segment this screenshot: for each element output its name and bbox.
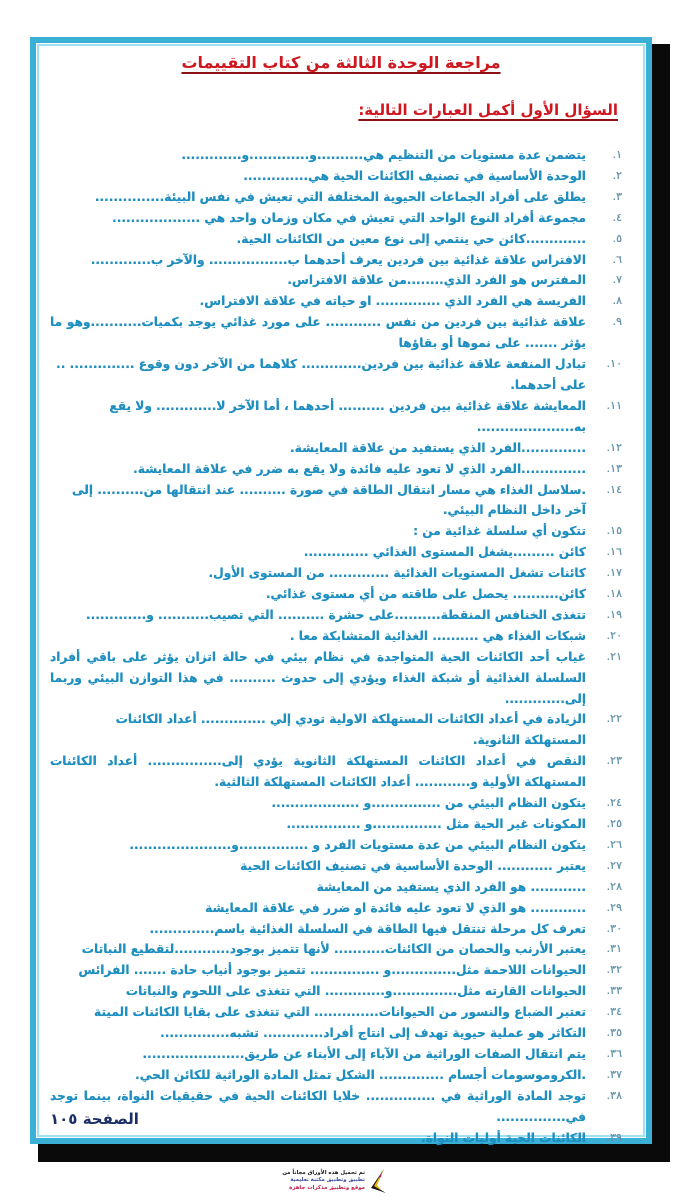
item-text: تتكون أي سلسلة غذائية من : — [413, 524, 586, 539]
item-number: ٤. — [612, 210, 622, 224]
logo-icon — [368, 1168, 388, 1194]
item-number: ٢٩. — [606, 900, 622, 914]
question-item — [50, 396, 622, 438]
logo-text — [282, 1170, 365, 1193]
question-item — [50, 166, 622, 187]
question-item — [50, 898, 622, 919]
item-text: المكونات غير الحية مثل ...............و ................ — [286, 817, 586, 831]
item-text: علاقة غذائية بين فردين من نفس ............ على مورد غذائي يوجد بكميات...........وهو ما يؤثر ....... على نموها أو بقاؤها — [50, 315, 586, 351]
item-number: ٩. — [612, 315, 622, 329]
item-number: ٣٤. — [606, 1005, 622, 1019]
question-item — [50, 814, 622, 835]
question-item — [50, 981, 622, 1002]
item-text: .............كائن حي ينتمي إلى نوع معين من الكائنات الحية. — [236, 231, 586, 246]
item-text: .سلاسل الغذاء هي مسار انتقال الطاقة في صورة .......... عند انتقالها من.......... إلى آخر داخل النظام البيئي. — [71, 482, 586, 518]
item-text: شبكات الغذاء هي .......... الغذائية المتشابكة معا . — [289, 628, 586, 643]
item-text: الكائنات الحية أوليات النواة. — [421, 1130, 586, 1145]
question-item — [50, 960, 622, 981]
item-number: ٧. — [612, 273, 622, 287]
item-text: مجموعة أفراد النوع الواحد التي تعيش في مكان وزمان واحد هي ................... — [112, 210, 586, 225]
publisher-logo — [282, 1166, 388, 1196]
question-item — [50, 877, 622, 898]
item-text: المفترس هو الفرد الذي........من علاقة الافتراس. — [287, 273, 586, 288]
logo-line: تطبيق وتطبيق مكتبة تعليمية — [290, 1177, 365, 1184]
question-item — [50, 1065, 622, 1086]
question-item — [50, 354, 622, 396]
question-item — [50, 605, 622, 626]
question-item — [50, 939, 622, 960]
item-text: كائن .........يشغل المستوى الغذائي .............. — [303, 545, 586, 560]
item-number: ٣٥. — [606, 1026, 622, 1040]
logo-line: تم تحميل هذه الأوراق مجاناً من — [282, 1169, 365, 1176]
item-number: ٢٣. — [606, 754, 622, 768]
item-number: ٣٧. — [606, 1067, 622, 1081]
question-item — [50, 521, 622, 542]
item-text: ............ هو الفرد الذي يستفيد من المعايشة — [316, 879, 586, 894]
item-number: ١٠. — [606, 357, 622, 371]
question-item — [50, 584, 622, 605]
page-content — [34, 41, 648, 1145]
item-number: ٦. — [612, 252, 622, 266]
item-number: ٣٠. — [606, 921, 622, 935]
item-number: ٣٦. — [606, 1046, 622, 1060]
item-number: ١٩. — [606, 607, 622, 621]
question-item — [50, 270, 622, 291]
item-number: ٢٧. — [606, 858, 622, 872]
item-text: التكاثر هو عملية حيوية تهدف إلى انتاج أفراد............. تشبه............... — [160, 1026, 586, 1041]
item-number: ٣٩. — [606, 1130, 622, 1144]
item-text: يطلق على أفراد الجماعات الحيوية المختلفة التي تعيش في نفس البيئة............... — [94, 189, 586, 204]
item-number: ٢٥. — [606, 817, 622, 830]
item-text: ............ هو الذي لا تعود عليه فائدة او ضرر في علاقة المعايشة — [205, 900, 586, 915]
question-item — [50, 229, 622, 250]
question-item — [50, 1128, 622, 1149]
item-text: تعتبر الضباع والنسور من الحيوانات.............. التي تتغذى على بقايا الكائنات الميتة — [94, 1005, 586, 1020]
item-text: يتم انتقال الصفات الوراثية من الآباء إلى الأبناء عن طريق...................... — [142, 1046, 586, 1061]
item-number: ٣. — [612, 189, 622, 203]
item-number: ٢٨. — [606, 879, 622, 893]
question-item — [50, 250, 622, 271]
item-number: ١٥. — [606, 524, 622, 538]
item-number: ٢٦. — [606, 837, 622, 851]
item-number: ٣٢. — [606, 963, 622, 977]
item-text: يعتبر ............ الوحدة الأساسية في تصنيف الكائنات الحية — [240, 858, 586, 873]
item-text: كائن.......... يحصل على طاقته من أي مستوى غذائي. — [265, 587, 586, 602]
question-heading: السؤال الأول أكمل العبارات التالية: — [358, 101, 618, 119]
item-text: المعايشة علاقة غذائية بين فردين .......... أحدهما ، أما الآخر لا............. ولا يقع به..................... — [109, 398, 586, 434]
question-item — [50, 1002, 622, 1023]
item-text: الوحدة الأساسية في تصنيف الكائنات الحية هي.............. — [243, 168, 586, 183]
question-item — [50, 709, 622, 751]
item-text: تبادل المنفعة علاقة غذائية بين فردين............. كلاهما من الآخر دون وقوع .............. .. على أحدهما. — [56, 357, 586, 392]
question-item — [50, 751, 622, 793]
question-list — [50, 145, 622, 1149]
question-item — [50, 856, 622, 877]
item-text: الزيادة في أعداد الكائنات المستهلكة الاولية تودي إلي .............. أعداد الكائنات المستهلكة الثانوية. — [115, 712, 586, 748]
item-text: غياب أحد الكائنات الحية المتواجدة في نظام بيئي في حالة اتزان يؤثر على باقي أفراد السلسلة الغذائية أو شبكة الغذاء ويؤدي إلى حدوث .......... في هذا التوازن البيئي وربما إلى............. — [50, 649, 586, 706]
question-item — [50, 626, 622, 647]
item-number: ٢. — [612, 168, 622, 182]
question-item — [50, 1044, 622, 1065]
item-text: الافتراس علاقة غذائية بين فردين يعرف أحدهما ب................. والآخر ب............. — [90, 252, 586, 267]
item-number: ١٨. — [606, 587, 622, 601]
question-item — [50, 480, 622, 522]
item-number: ١. — [612, 148, 622, 161]
item-number: ١٤. — [606, 482, 622, 496]
item-text: الحيوانات القارته مثل..............و............. التي تتغذى على اللحوم والنباتات — [125, 984, 586, 999]
question-item — [50, 793, 622, 814]
item-text: ..............الفرد الذي لا تعود عليه فائدة ولا يقع به ضرر في علاقة المعايشة. — [133, 461, 586, 476]
item-text: .الكروموسومات أجسام .............. الشكل تمثل المادة الوراثية للكائن الحي. — [135, 1067, 586, 1082]
item-text: تعرف كل مرحلة تنتقل فيها الطاقة في السلسلة الغذائية باسم.............. — [149, 921, 586, 936]
question-item — [50, 187, 622, 208]
item-number: ٢٠. — [606, 628, 622, 642]
item-text: يتضمن عدة مستويات من التنظيم هي..........و.............و............. — [181, 148, 586, 162]
question-item — [50, 145, 622, 166]
item-text: تتغذى الخنافس المنقطة..........على حشرة .......... التي تصيب........... و............. — [86, 607, 586, 622]
question-item — [50, 919, 622, 940]
item-number: ٣٨. — [606, 1088, 622, 1102]
item-number: ١٧. — [606, 566, 622, 580]
item-text: النقص في أعداد الكائنات المستهلكة الثانوية يؤدي إلى................ أعداد الكائنات المستهلكة الأولية و............ أعداد الكائنات المستهلكة الثالثية. — [50, 754, 586, 790]
item-text: يتكون النظام البيئي من عدة مستويات الفرد و ...............و...................... — [129, 837, 586, 852]
item-text: توجد المادة الوراثية في ............... خلايا الكائنات الحية في حقيقيات النواة، بينما توجد في............... — [50, 1088, 586, 1124]
page-frame — [30, 37, 652, 1144]
item-text: يتكون النظام البيئي من ...............و ................... — [271, 796, 586, 811]
item-number: ٣٣. — [606, 984, 622, 998]
item-number: ١٦. — [606, 545, 622, 559]
question-item — [50, 647, 622, 710]
question-item — [50, 208, 622, 229]
logo-line: موقع وتطبيق مذكرات جاهزة — [289, 1184, 365, 1191]
item-number: ٢١. — [606, 649, 622, 663]
question-item — [50, 459, 622, 480]
question-item — [50, 563, 622, 584]
item-text: الفريسة هي الفرد الذي .............. او حياته في علاقة الافتراس. — [199, 294, 586, 309]
item-number: ٨. — [612, 294, 622, 308]
question-item — [50, 1023, 622, 1044]
question-item — [50, 835, 622, 856]
item-number: ٣١. — [606, 942, 622, 956]
item-number: ٢٢. — [606, 712, 622, 726]
page-title: مراجعة الوحدة الثالثة من كتاب التقييمات — [181, 53, 501, 72]
item-text: الحيوانات اللاحمة مثل..............و ............... تتميز بوجود أنياب حادة ....... الفرائس — [78, 963, 586, 978]
item-text: ..............الفرد الذي يستفيد من علاقة المعايشة. — [290, 440, 586, 455]
item-text: كائنات تشغل المستويات الغذائية ............. من المستوى الأول. — [208, 566, 586, 581]
question-item — [50, 312, 622, 354]
question-item — [50, 291, 622, 312]
item-number: ٢٤. — [606, 796, 622, 810]
item-number: ١١. — [606, 398, 622, 412]
page-number: الصفحة ١٠٥ — [50, 1110, 139, 1128]
item-number: ٥. — [612, 231, 622, 245]
item-number: ١٢. — [606, 440, 622, 454]
question-item — [50, 438, 622, 459]
item-text: يعتبر الأرنب والحصان من الكائنات........... لأنها تتميز بوجود............لتقطيع النباتات — [81, 942, 586, 957]
item-number: ١٣. — [606, 461, 622, 475]
question-item — [50, 542, 622, 563]
